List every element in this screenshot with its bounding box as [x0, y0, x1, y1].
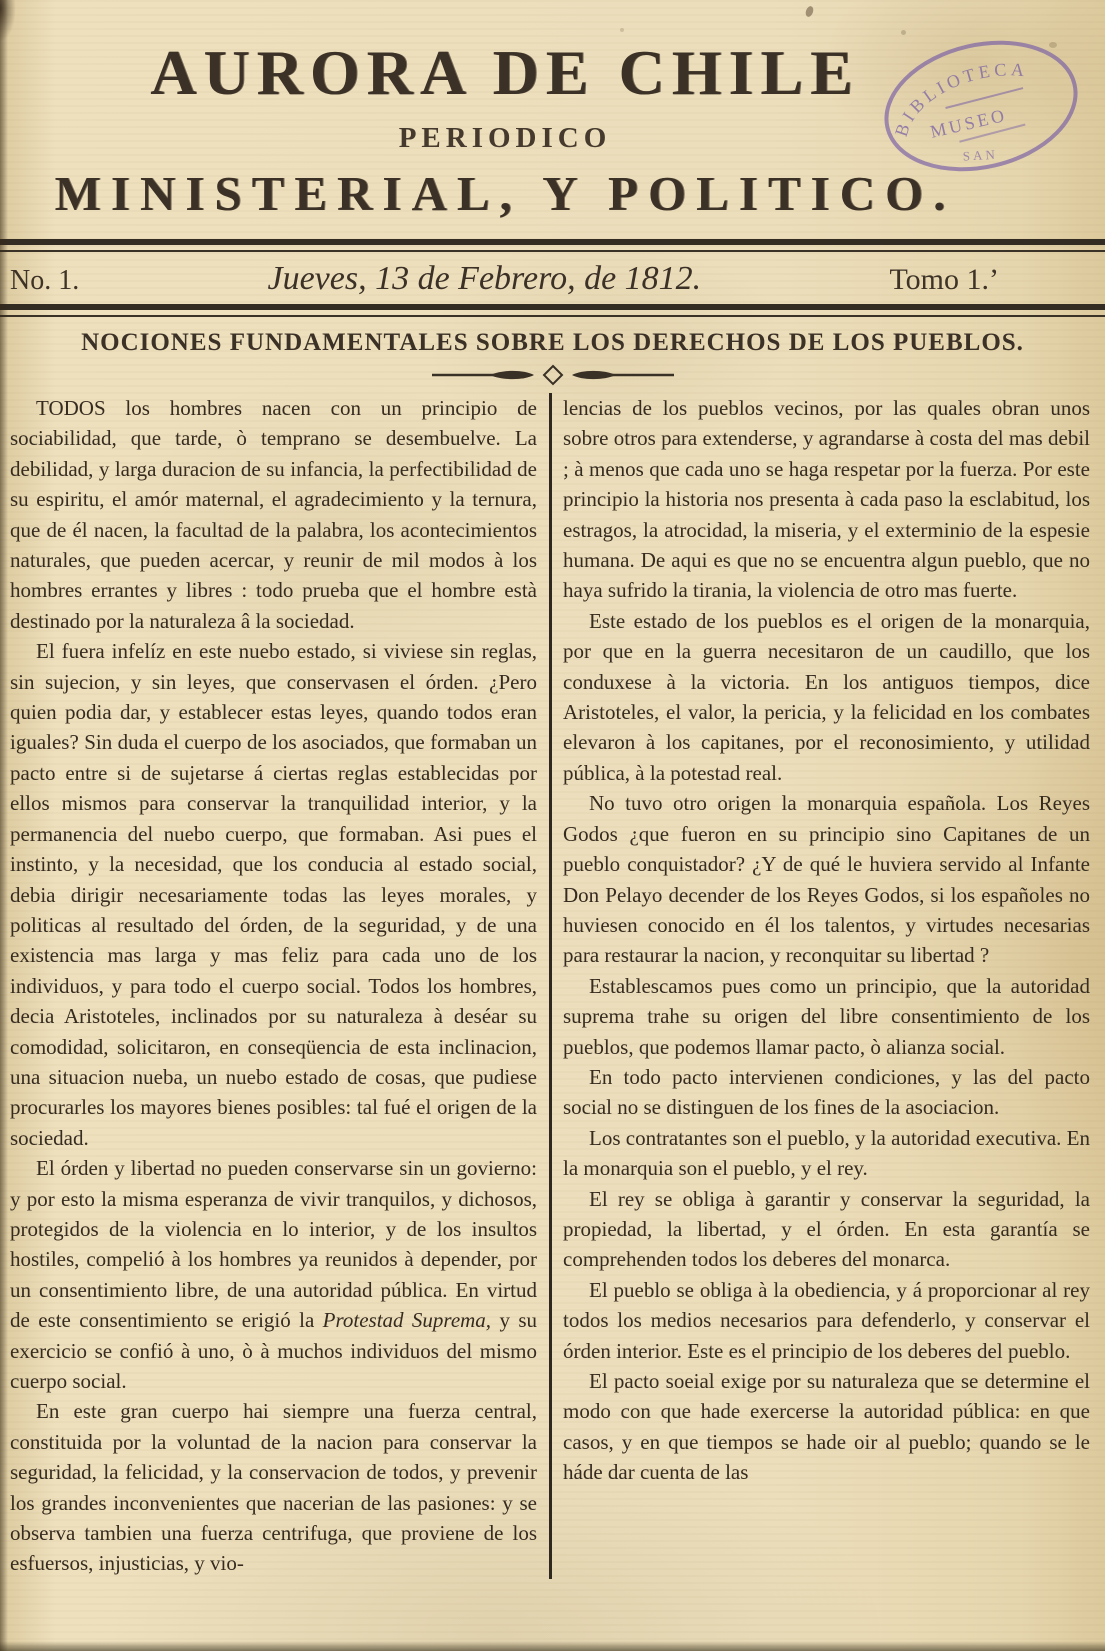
stamp-arc-textpath: BIBLIOTECA: [890, 59, 1029, 139]
rule-thin: [0, 315, 1105, 317]
stamp-mid-text: MUSEO: [928, 104, 1009, 142]
issue-number: No. 1.: [10, 265, 80, 296]
volume-number: Tomo 1.’: [889, 263, 999, 296]
issue-date: Jueves, 13 de Febrero, de 1812.: [267, 260, 702, 297]
ink-speck: [620, 28, 624, 32]
library-stamp-icon: [868, 22, 1094, 190]
paragraph: El pueblo se obliga à la obediencia, y á proporcionar al rey todos los medios necesarios para defenderlo, y conservar el órden interior. Este es el principio de los deberes del pueblo.: [563, 1277, 1090, 1363]
paragraph: El fuera infelíz en este nuebo estado, si viviese sin reglas, sin sujecion, y sin leyes, que conservasen el órden. ¿Pero quien podia dar, y establecer estas leyes, quando todos eran iguales? Sin duda el cuerpo de los asociados, que formaban un pacto entre si de sujetarse á ciertas reglas establecidas por ellos mismos para conservar la tranquilidad interior, y la permanencia del nuebo cuerpo, que formaban. Asi pues el instinto, y la necesidad, que los conducia al estado social, debia dirigir necesariamente todas las leyes morales, y politicas al resultado del órden, de la seguridad, y de una existencia mas larga y mas feliz para cada uno de los individuos, y para todo el cuerpo social. Todos los hombres, decia Aristoteles, inclinados por su naturaleza à deséar su comodidad, solicitaron, en conseqüencia de esta inclinacion, una situacion nueba, un nuebo estado de cosas, que pudiese procurarles los mayores bienes posibles: tal fué el origen de la sociedad.: [10, 639, 537, 1150]
masthead-subtitle-ministerial: MINISTERIAL, Y POLITICO.: [54, 166, 956, 221]
divider-rule-bottom: [0, 304, 1105, 317]
paragraph: El pacto soeial exige por su naturaleza que se determine el modo con que hade exercerse la autoridad pública: en que casos, y en que tiempos se hade oir al pueblo; quando se le háde dar cuenta de las: [563, 1369, 1090, 1485]
paragraph: El rey se obliga à garantir y conservar la seguridad, la propiedad, la libertad, y el órden. En esta garantía se comprehenden todos los deberes del monarca.: [563, 1186, 1090, 1272]
newspaper-title: AURORA DE CHILE: [150, 37, 860, 108]
right-column: [563, 393, 1090, 1579]
divider-rule-top: [0, 239, 1105, 252]
masthead-subtitle-periodico: PERIODICO: [398, 122, 612, 154]
paragraph-text: y su exercicio se confió à uno, ò à muchos individuos del mismo cuerpo social.: [10, 1308, 537, 1393]
paragraph: Establescamos pues como un principio, que la autoridad suprema trahe su origen del libre consentimiento de los pueblos, que podemos llamar pacto, ò alianza social.: [563, 973, 1090, 1059]
left-column: [10, 393, 537, 1579]
ornament-icon: [428, 363, 678, 387]
paragraph: Los contratantes son el pueblo, y la autoridad executiva. En la monarquia son el pueblo, y el rey.: [563, 1125, 1090, 1181]
masthead: [0, 0, 1010, 222]
article-body: [0, 387, 1105, 1579]
paragraph: Este estado de los pueblos es el origen de la monarquia, por que en la guerra necesitaron de un caudillo, que los conduxese à la victoria. En los antiguos tiempos, dice Aristoteles, el valor, la pericia, y la felicidad en los combates elevaron à los capitanes, por el reconosimiento, y utilidad pública, à la potestad real.: [563, 608, 1090, 785]
paragraph: En este gran cuerpo hai siempre una fuerza central, constituida por la voluntad de la nacion para conservar la seguridad, la felicidad, y la conservacion de todos, y prevenir los grandes inconvenientes que nacerian de las pasiones: y se observa tambien una fuerza centrifuga, que proviene de los esfuersos, injusticias, y vio-: [10, 1399, 537, 1576]
column-divider: [549, 393, 552, 1579]
dateline: [0, 252, 1105, 304]
page-corner-mark: [0, 0, 16, 42]
page-bottom-edge-shadow: [0, 1641, 1105, 1651]
paragraph: TODOS los hombres nacen con un principio de sociabilidad, que tarde, ò temprano se desembuelve. La debilidad, y larga duracion de su infancia, la perfectibilidad de su espiritu, el amór maternal, el agradecimiento y la ternura, que de él nacen, la facultad de la palabra, los acontecimientos naturales, que pueden acercar, y reunir de mil modos à los hombres errantes y libres : todo prueba que el hombre està destinado por la naturaleza â la sociedad.: [10, 396, 537, 633]
stamp-bottom-text: SAN: [962, 146, 999, 164]
rule-thick: [0, 304, 1105, 310]
paragraph-text: El órden y libertad no pueden conservarse sin un govierno: y por esto la misma esperanza de vivir tranquilos, y dichosos, protegidos de la violencia en lo interior, y de los insultos hostiles, compelió à los hombres ya reunidos à depender, por un consentimiento libre, de una autoridad pública. En virtud de este consentimiento se erigió la: [10, 1156, 537, 1333]
article-heading: NOCIONES FUNDAMENTALES SOBRE LOS DERECHOS DE LOS PUEBLOS.: [81, 329, 1024, 356]
paragraph: lencias de los pueblos vecinos, por las quales obran unos sobre otros para extenderse, y agrandarse à costa del mas debil ; à menos que cada uno se haga respetar por la fuerza. Por este principio la historia nos presenta à cada paso la esclabitud, los estragos, la atrocidad, la miseria, y el exterminio de la espesie humana. De aqui es que no se encuentra algun pueblo, que no haya sufrido la tirania, la violencia de otro mas fuerte.: [563, 396, 1090, 603]
ornament-divider: [0, 363, 1105, 387]
page-left-edge-shadow: [0, 0, 8, 1651]
emphasized-term: Protestad Suprema,: [322, 1308, 492, 1333]
paragraph: [10, 1153, 537, 1396]
rule-thick: [0, 239, 1105, 245]
paragraph: No tuvo otro origen la monarquia española. Los Reyes Godos ¿que fueron en su principio sino Capitanes de un pueblo conquistador? ¿Y de qué le huviera servido al Infante Don Pelayo decender de los Reyes Godos, si los españoles no huviesen conocido en él los talentos, y virtudes necesarias para restaurar la nacion, y reconquitar su libertad ?: [563, 791, 1090, 968]
paragraph: En todo pacto intervienen condiciones, y las del pacto social no se distinguen de los fines de la asociacion.: [563, 1064, 1090, 1120]
